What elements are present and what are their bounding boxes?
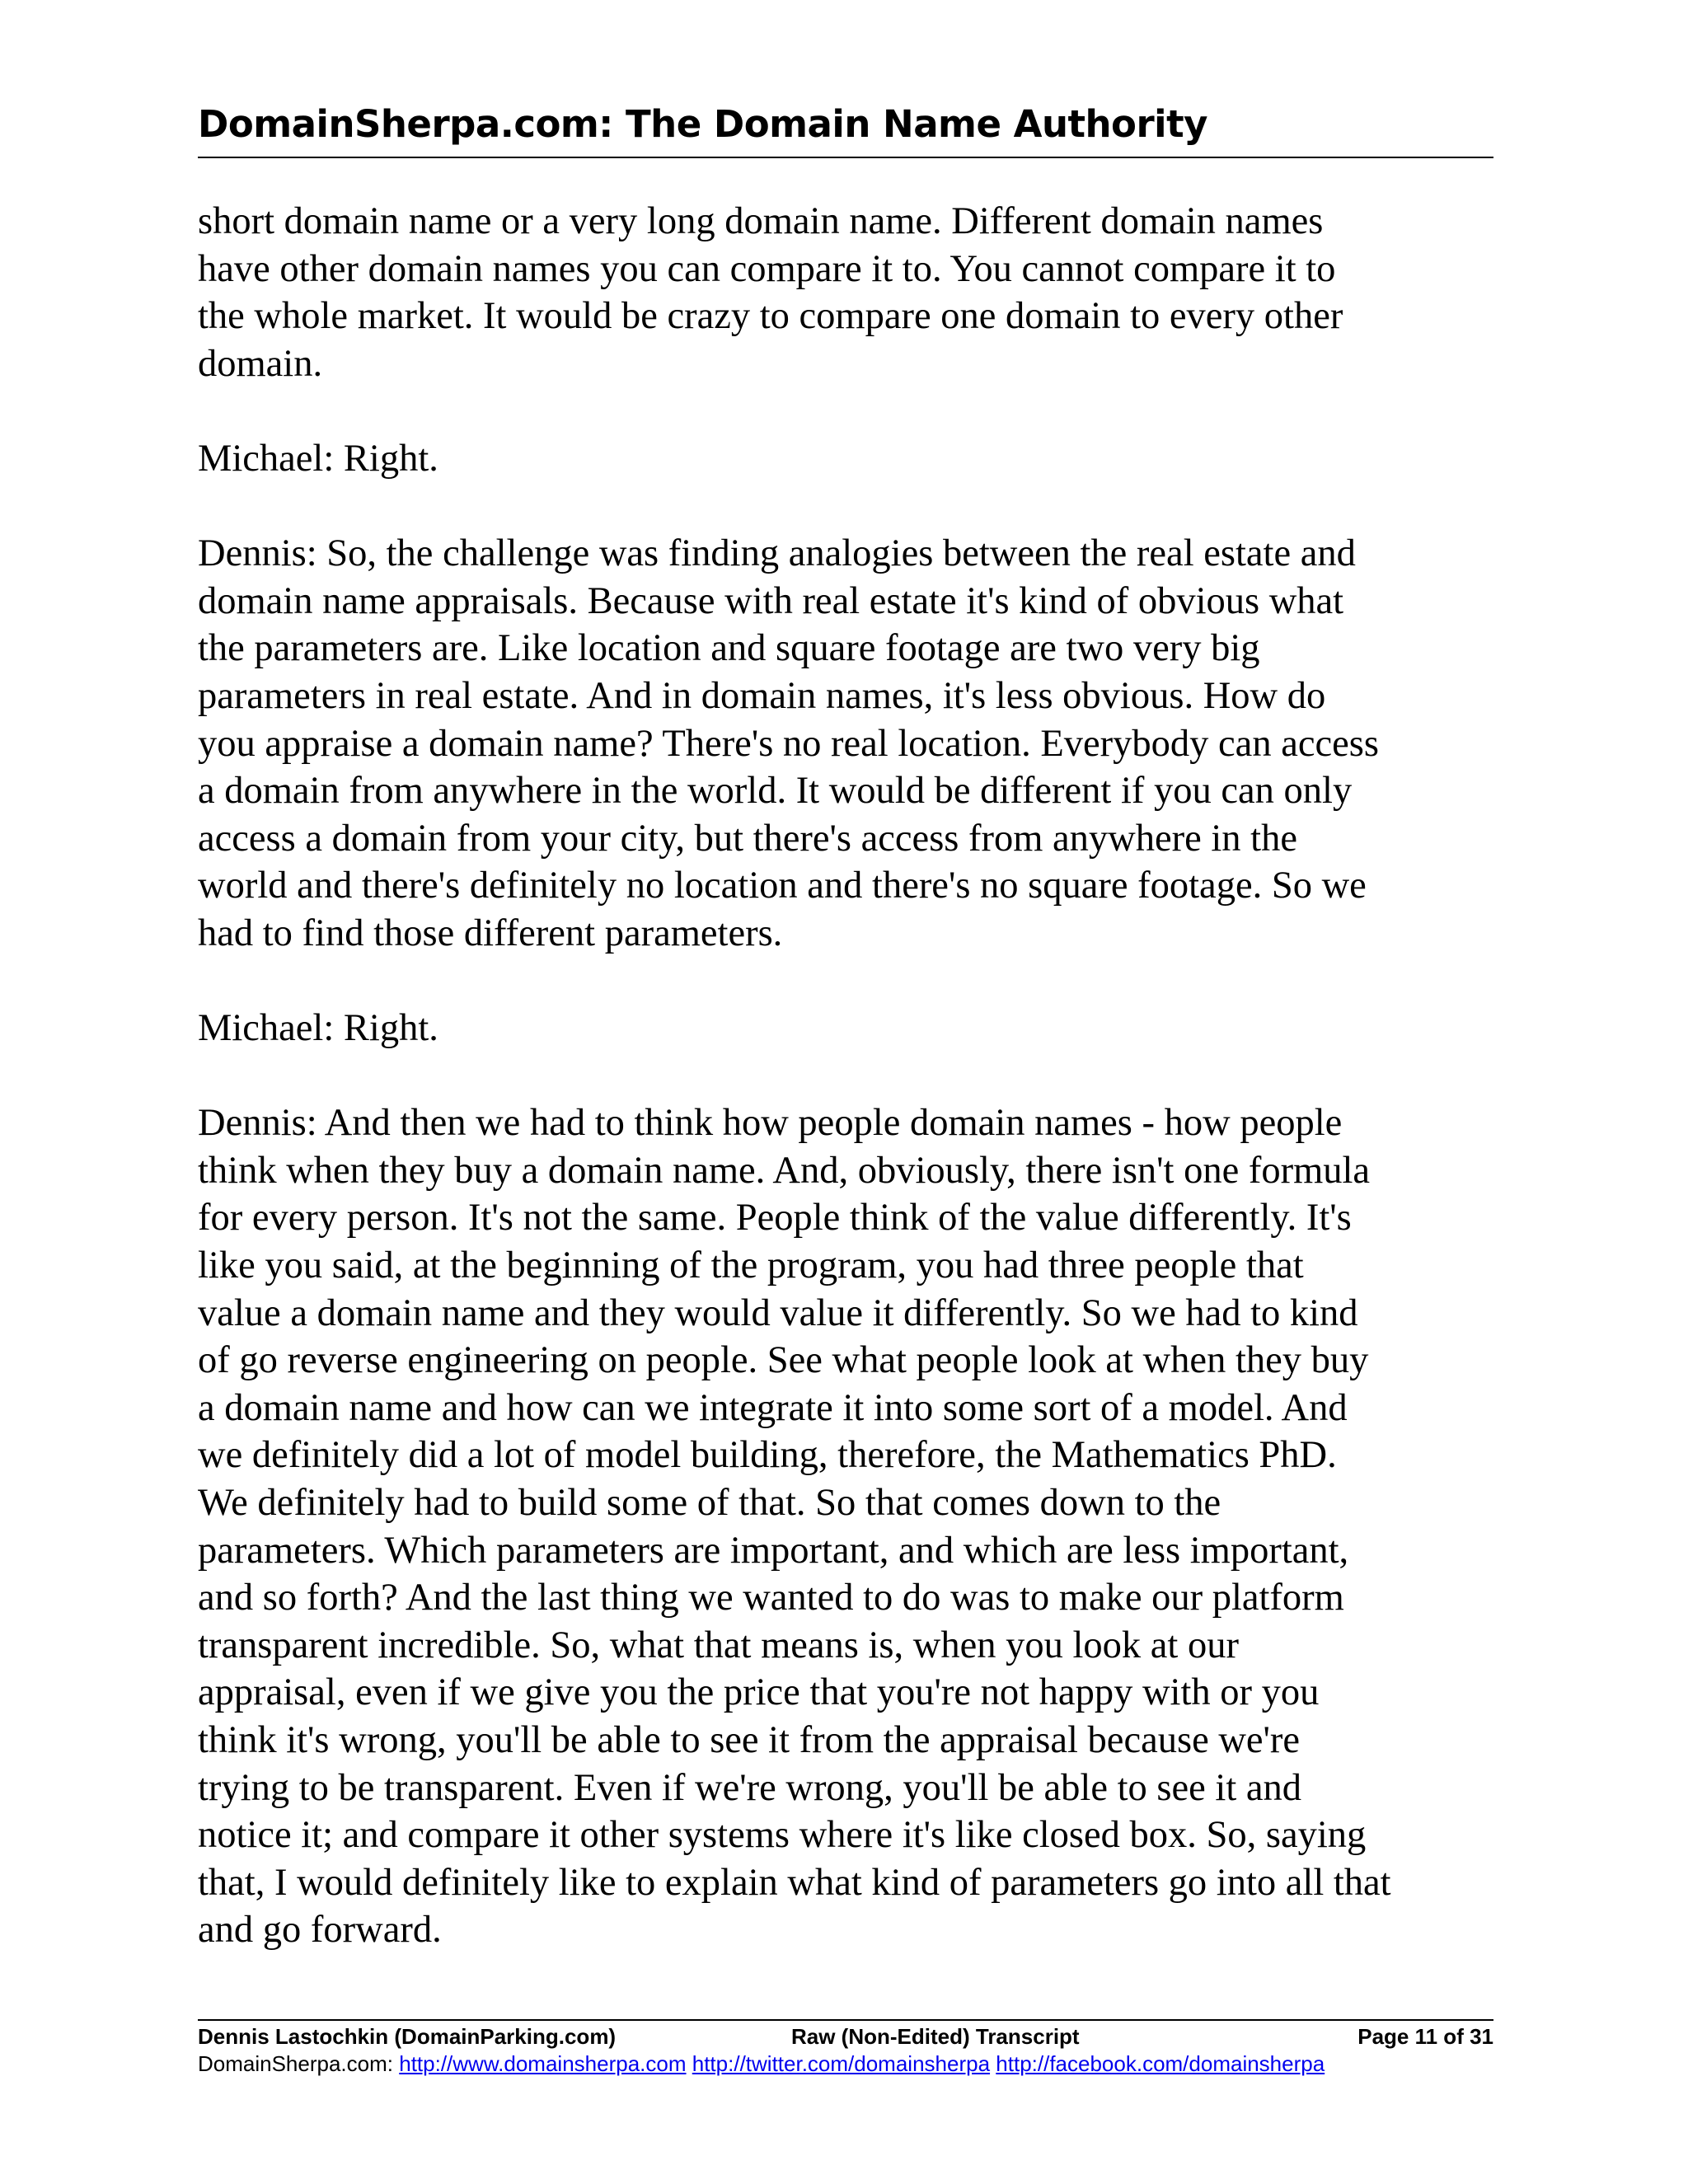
text-line: had to find those different parameters. (198, 912, 783, 954)
text-line: the parameters are. Like location and square footage are two very big (198, 627, 1260, 670)
text-line: for every person. It's not the same. People think of the value differently. It's (198, 1197, 1352, 1240)
text-line: short domain name or a very long domain name. Different domain names (198, 200, 1324, 242)
paragraph (198, 198, 1500, 387)
text-line: parameters in real estate. And in domain names, it's less obvious. How do (198, 674, 1326, 717)
text-line: value a domain name and they would value it differently. So we had to kind (198, 1291, 1358, 1334)
text-line: transparent incredible. So, what that means is, when you look at our (198, 1624, 1239, 1666)
page-footer (198, 2019, 1493, 2079)
footer-link-facebook[interactable]: http://facebook.com/domainsherpa (996, 2051, 1325, 2076)
footer-link-twitter[interactable]: http://twitter.com/domainsherpa (692, 2051, 991, 2076)
paragraph (198, 1005, 1500, 1052)
text-line: appraisal, even if we give you the price that you're not happy with or you (198, 1671, 1320, 1714)
text-line: have other domain names you can compare it to. You cannot compare it to (198, 247, 1336, 290)
paragraph (198, 1099, 1500, 1954)
text-line: Dennis: So, the challenge was finding analogies between the real estate and (198, 532, 1356, 575)
text-line: and go forward. (198, 1909, 442, 1952)
text-line: like you said, at the beginning of the program, you had three people that (198, 1244, 1304, 1287)
page-header (198, 97, 1493, 158)
header-title: DomainSherpa.com: The Domain Name Authority (198, 102, 1207, 146)
text-line: We definitely had to build some of that. So that comes down to the (198, 1482, 1221, 1525)
text-line: you appraise a domain name? There's no real location. Everybody can access (198, 722, 1379, 765)
text-line: world and there's definitely no location and there's no square footage. So we (198, 865, 1367, 907)
text-line: trying to be transparent. Even if we're wrong, you'll be able to see it and (198, 1766, 1302, 1809)
text-line: Michael: Right. (198, 1007, 438, 1050)
footer-transcript-label: Raw (Non-Edited) Transcript (791, 2024, 1080, 2049)
footer-link-website[interactable]: http://www.domainsherpa.com (399, 2051, 687, 2076)
footer-links-row (198, 2050, 1493, 2079)
text-line: think when they buy a domain name. And, obviously, there isn't one formula (198, 1149, 1371, 1192)
text-line: domain. (198, 342, 323, 385)
footer-guest-name: Dennis Lastochkin (DomainParking.com) (198, 2024, 617, 2049)
text-line: notice it; and compare it other systems where it's like closed box. So, saying (198, 1814, 1367, 1857)
text-line: Dennis: And then we had to think how people domain names - how people (198, 1102, 1343, 1145)
paragraph (198, 530, 1500, 957)
transcript-body (198, 198, 1500, 2002)
text-line: parameters. Which parameters are important, and which are less important, (198, 1529, 1349, 1572)
footer-info-row (198, 2022, 1493, 2050)
text-line: the whole market. It would be crazy to compare one domain to every other (198, 295, 1343, 338)
footer-page-number: Page 11 of 31 (1357, 2024, 1493, 2049)
footer-site-label: DomainSherpa.com: (198, 2051, 393, 2076)
text-line: Michael: Right. (198, 437, 438, 480)
text-line: of go reverse engineering on people. See what people look at when they buy (198, 1339, 1369, 1382)
text-line: think it's wrong, you'll be able to see it from the appraisal because we're (198, 1719, 1301, 1761)
text-line: access a domain from your city, but there's access from anywhere in the (198, 817, 1297, 860)
text-line: a domain from anywhere in the world. It would be different if you can only (198, 770, 1353, 813)
text-line: domain name appraisals. Because with real estate it's kind of obvious what (198, 579, 1344, 622)
paragraph (198, 435, 1500, 483)
text-line: that, I would definitely like to explain what kind of parameters go into all that (198, 1861, 1391, 1904)
text-line: we definitely did a lot of model building, therefore, the Mathematics PhD. (198, 1434, 1337, 1477)
text-line: and so forth? And the last thing we wanted to do was to make our platform (198, 1577, 1344, 1619)
text-line: a domain name and how can we integrate it into some sort of a model. And (198, 1386, 1348, 1429)
